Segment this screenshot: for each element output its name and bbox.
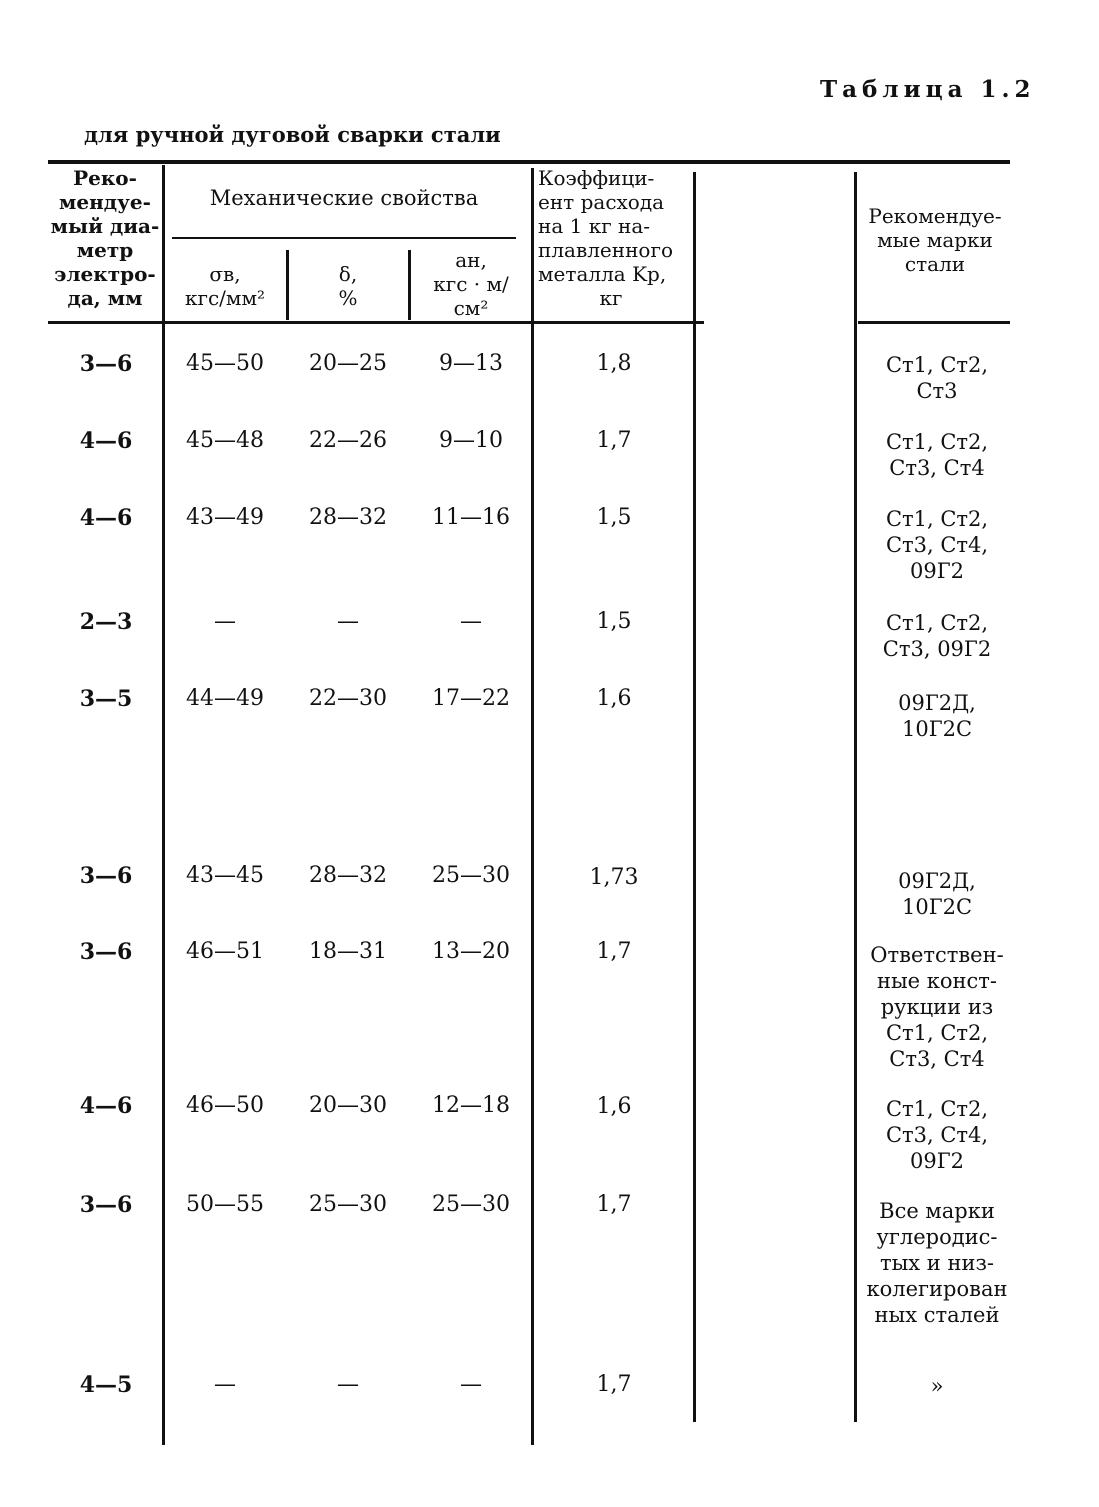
cell-coefficient: 1,5 (596, 609, 632, 634)
cell-coefficient: 1,7 (596, 1192, 632, 1217)
cell-sigma: 45—50 (186, 351, 264, 376)
cell-delta: 22—30 (309, 686, 387, 711)
cell-sigma: 44—49 (186, 686, 264, 711)
col-divider-3-header (408, 250, 411, 320)
cell-diameter: 4—6 (79, 505, 133, 531)
col-divider-2-header (286, 250, 289, 320)
group-rule (172, 237, 516, 239)
cell-impact: — (460, 1372, 482, 1397)
cell-diameter: 3—6 (79, 351, 133, 377)
header-diameter: Реко- мендуе- мый диа- метр электро- да, мм (50, 166, 160, 310)
cell-delta: 22—26 (309, 428, 387, 453)
cell-diameter: 2—3 (79, 609, 133, 635)
cell-delta: — (337, 1372, 359, 1397)
col-divider-5 (693, 172, 696, 1422)
col-divider-4 (531, 168, 534, 1445)
cell-steel-grades: 09Г2Д, 10Г2С (898, 691, 976, 741)
cell-impact: 17—22 (432, 686, 510, 711)
header-coefficient: Коэффици- ент расхода на 1 кг на- плавленного металла Kр, кг (538, 166, 673, 310)
header-mechanical-group: Механические свойства (209, 186, 479, 210)
cell-delta: 18—31 (309, 939, 387, 964)
cell-sigma: 43—45 (186, 863, 264, 888)
cell-coefficient: 1,73 (589, 865, 639, 890)
cell-coefficient: 1,7 (596, 1372, 632, 1397)
header-impact: aн, кгс · м/ см² (433, 248, 509, 320)
cell-coefficient: 1,6 (596, 1094, 632, 1119)
table-subtitle: для ручной дуговой сварки стали (84, 122, 501, 147)
cell-delta: 25—30 (309, 1192, 387, 1217)
col-divider-1 (162, 165, 165, 1445)
cell-sigma: — (214, 1372, 236, 1397)
cell-diameter: 3—6 (79, 863, 133, 889)
header-rule-right (858, 321, 1010, 324)
cell-delta: — (337, 609, 359, 634)
header-rule-left (48, 321, 704, 324)
cell-steel-grades: Ст1, Ст2, Ст3, Ст4 (885, 430, 989, 480)
top-rule (48, 160, 1010, 164)
cell-coefficient: 1,7 (596, 428, 632, 453)
cell-impact: 25—30 (432, 1192, 510, 1217)
cell-impact: — (460, 609, 482, 634)
cell-impact: 9—10 (439, 428, 503, 453)
cell-sigma: 45—48 (186, 428, 264, 453)
cell-coefficient: 1,6 (596, 686, 632, 711)
cell-impact: 9—13 (439, 351, 503, 376)
cell-sigma: 50—55 (186, 1192, 264, 1217)
cell-steel-grades: Все марки углеродис- тых и низ- колегирован ных сталей (866, 1199, 1008, 1327)
cell-sigma: — (214, 609, 236, 634)
cell-coefficient: 1,7 (596, 939, 632, 964)
cell-impact: 13—20 (432, 939, 510, 964)
cell-steel-grades: Ст1, Ст2, Ст3, 09Г2 (882, 611, 992, 661)
cell-sigma: 43—49 (186, 505, 264, 530)
cell-diameter: 4—6 (79, 428, 133, 454)
table-number-label: Таблица 1.2 (820, 76, 1036, 103)
cell-sigma: 46—51 (186, 939, 264, 964)
cell-diameter: 3—6 (79, 939, 133, 965)
cell-steel-grades: Ответствен- ные конст- рукции из Ст1, Ст2, Ст3, Ст4 (870, 943, 1004, 1071)
header-delta: δ, % (338, 262, 358, 310)
cell-steel-grades: Ст1, Ст2, Ст3, Ст4, 09Г2 (885, 507, 989, 583)
cell-coefficient: 1,5 (596, 505, 632, 530)
cell-delta: 20—25 (309, 351, 387, 376)
cell-delta: 20—30 (309, 1093, 387, 1118)
cell-impact: 11—16 (432, 505, 510, 530)
cell-steel-grades: 09Г2Д, 10Г2С (898, 869, 976, 919)
cell-impact: 12—18 (432, 1093, 510, 1118)
cell-diameter: 4—6 (79, 1093, 133, 1119)
cell-delta: 28—32 (309, 863, 387, 888)
cell-steel-grades: Ст1, Ст2, Ст3 (885, 353, 989, 403)
cell-delta: 28—32 (309, 505, 387, 530)
cell-sigma: 46—50 (186, 1093, 264, 1118)
cell-diameter: 3—5 (79, 686, 133, 712)
cell-coefficient: 1,8 (596, 351, 632, 376)
cell-steel-grades: » (930, 1374, 944, 1398)
header-steel-grades: Рекомендуе- мые марки стали (868, 204, 1002, 276)
cell-diameter: 3—6 (79, 1192, 133, 1218)
cell-impact: 25—30 (432, 863, 510, 888)
cell-diameter: 4—5 (79, 1372, 133, 1398)
header-sigma: σв, кгс/мм² (184, 262, 266, 310)
col-divider-6 (854, 172, 857, 1422)
cell-steel-grades: Ст1, Ст2, Ст3, Ст4, 09Г2 (885, 1097, 989, 1173)
